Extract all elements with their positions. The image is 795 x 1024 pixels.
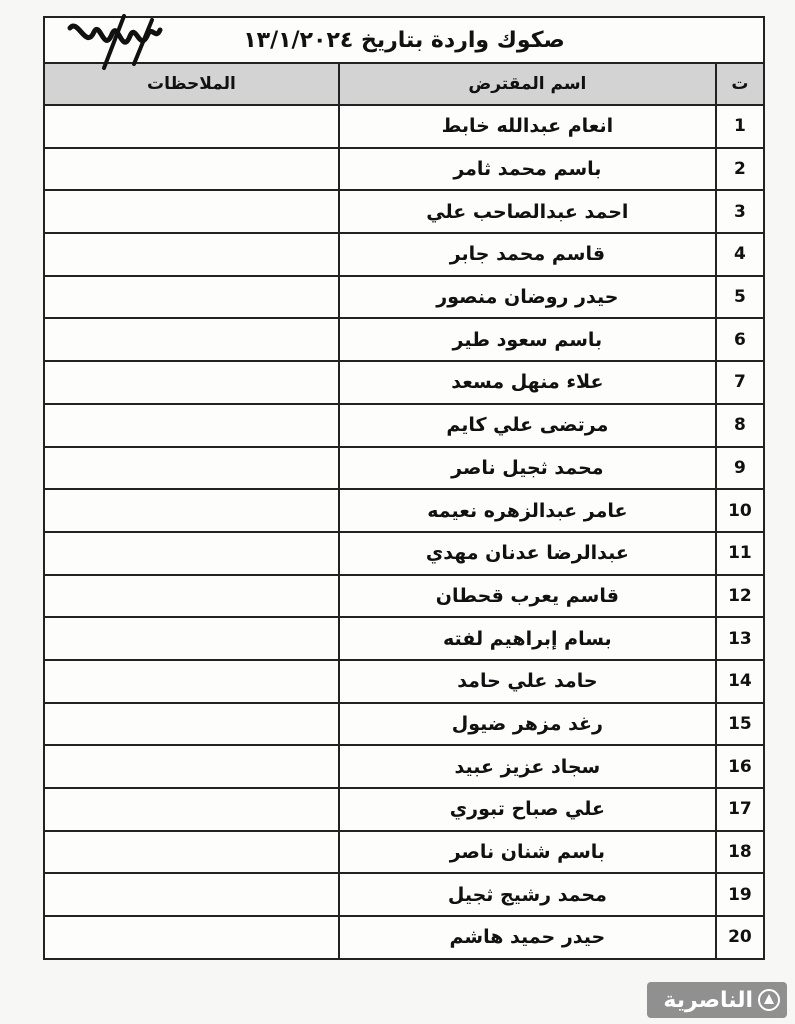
row-number: 1 <box>716 105 764 148</box>
logo-icon <box>757 988 781 1012</box>
borrower-name: احمد عبدالصاحب علي <box>339 190 716 233</box>
row-number: 7 <box>716 361 764 404</box>
table-row <box>44 745 764 788</box>
borrowers-table <box>43 16 765 960</box>
borrower-name: حيدر حميد هاشم <box>339 916 716 959</box>
notes-cell <box>44 745 339 788</box>
borrower-name: انعام عبدالله خابط <box>339 105 716 148</box>
table-row <box>44 660 764 703</box>
borrower-name: حامد علي حامد <box>339 660 716 703</box>
borrower-name: علاء منهل مسعد <box>339 361 716 404</box>
row-number: 8 <box>716 404 764 447</box>
borrower-name: باسم شنان ناصر <box>339 831 716 874</box>
notes-cell <box>44 233 339 276</box>
table-row <box>44 788 764 831</box>
borrower-name: باسم محمد ثامر <box>339 148 716 191</box>
notes-cell <box>44 318 339 361</box>
table-row <box>44 361 764 404</box>
notes-cell <box>44 404 339 447</box>
table-row <box>44 916 764 959</box>
table-row <box>44 489 764 532</box>
table-row <box>44 532 764 575</box>
borrower-name: مرتضى علي كايم <box>339 404 716 447</box>
table-body <box>44 105 764 959</box>
row-number: 18 <box>716 831 764 874</box>
borrower-name: محمد رشيج ثجيل <box>339 873 716 916</box>
header-name: اسم المقترض <box>339 63 716 105</box>
borrower-name: علي صباح تبوري <box>339 788 716 831</box>
row-number: 15 <box>716 703 764 746</box>
borrower-name: بسام إبراهيم لفته <box>339 617 716 660</box>
table-row <box>44 447 764 490</box>
borrower-name: عامر عبدالزهره نعيمه <box>339 489 716 532</box>
table-row <box>44 276 764 319</box>
row-number: 14 <box>716 660 764 703</box>
notes-cell <box>44 873 339 916</box>
borrower-name: حيدر روضان منصور <box>339 276 716 319</box>
row-number: 12 <box>716 575 764 618</box>
notes-cell <box>44 489 339 532</box>
row-number: 17 <box>716 788 764 831</box>
row-number: 16 <box>716 745 764 788</box>
table-row <box>44 873 764 916</box>
table-row <box>44 404 764 447</box>
notes-cell <box>44 148 339 191</box>
notes-cell <box>44 831 339 874</box>
table-row <box>44 831 764 874</box>
borrower-name: سجاد عزيز عبيد <box>339 745 716 788</box>
notes-cell <box>44 617 339 660</box>
notes-cell <box>44 105 339 148</box>
borrower-name: قاسم محمد جابر <box>339 233 716 276</box>
notes-cell <box>44 703 339 746</box>
watermark-text: الناصرية <box>663 987 753 1013</box>
row-number: 10 <box>716 489 764 532</box>
notes-cell <box>44 660 339 703</box>
table-row <box>44 190 764 233</box>
row-number: 5 <box>716 276 764 319</box>
notes-cell <box>44 190 339 233</box>
borrower-name: باسم سعود طير <box>339 318 716 361</box>
table-row <box>44 318 764 361</box>
row-number: 13 <box>716 617 764 660</box>
notes-cell <box>44 532 339 575</box>
table-row <box>44 148 764 191</box>
header-notes: الملاحظات <box>44 63 339 105</box>
watermark <box>647 982 787 1018</box>
document-title: صكوك واردة بتاريخ ١٣/١/٢٠٢٤ <box>44 17 764 63</box>
table-row <box>44 617 764 660</box>
header-number: ت <box>716 63 764 105</box>
table-row <box>44 575 764 618</box>
row-number: 11 <box>716 532 764 575</box>
signature-icon <box>64 10 164 72</box>
borrower-name: محمد ثجيل ناصر <box>339 447 716 490</box>
notes-cell <box>44 788 339 831</box>
row-number: 6 <box>716 318 764 361</box>
notes-cell <box>44 447 339 490</box>
notes-cell <box>44 575 339 618</box>
row-number: 4 <box>716 233 764 276</box>
table-row <box>44 703 764 746</box>
table-row <box>44 105 764 148</box>
notes-cell <box>44 361 339 404</box>
row-number: 9 <box>716 447 764 490</box>
borrower-name: عبدالرضا عدنان مهدي <box>339 532 716 575</box>
borrower-name: قاسم يعرب قحطان <box>339 575 716 618</box>
notes-cell <box>44 276 339 319</box>
borrower-name: رغد مزهر ضيول <box>339 703 716 746</box>
row-number: 3 <box>716 190 764 233</box>
row-number: 20 <box>716 916 764 959</box>
notes-cell <box>44 916 339 959</box>
row-number: 19 <box>716 873 764 916</box>
row-number: 2 <box>716 148 764 191</box>
table-row <box>44 233 764 276</box>
